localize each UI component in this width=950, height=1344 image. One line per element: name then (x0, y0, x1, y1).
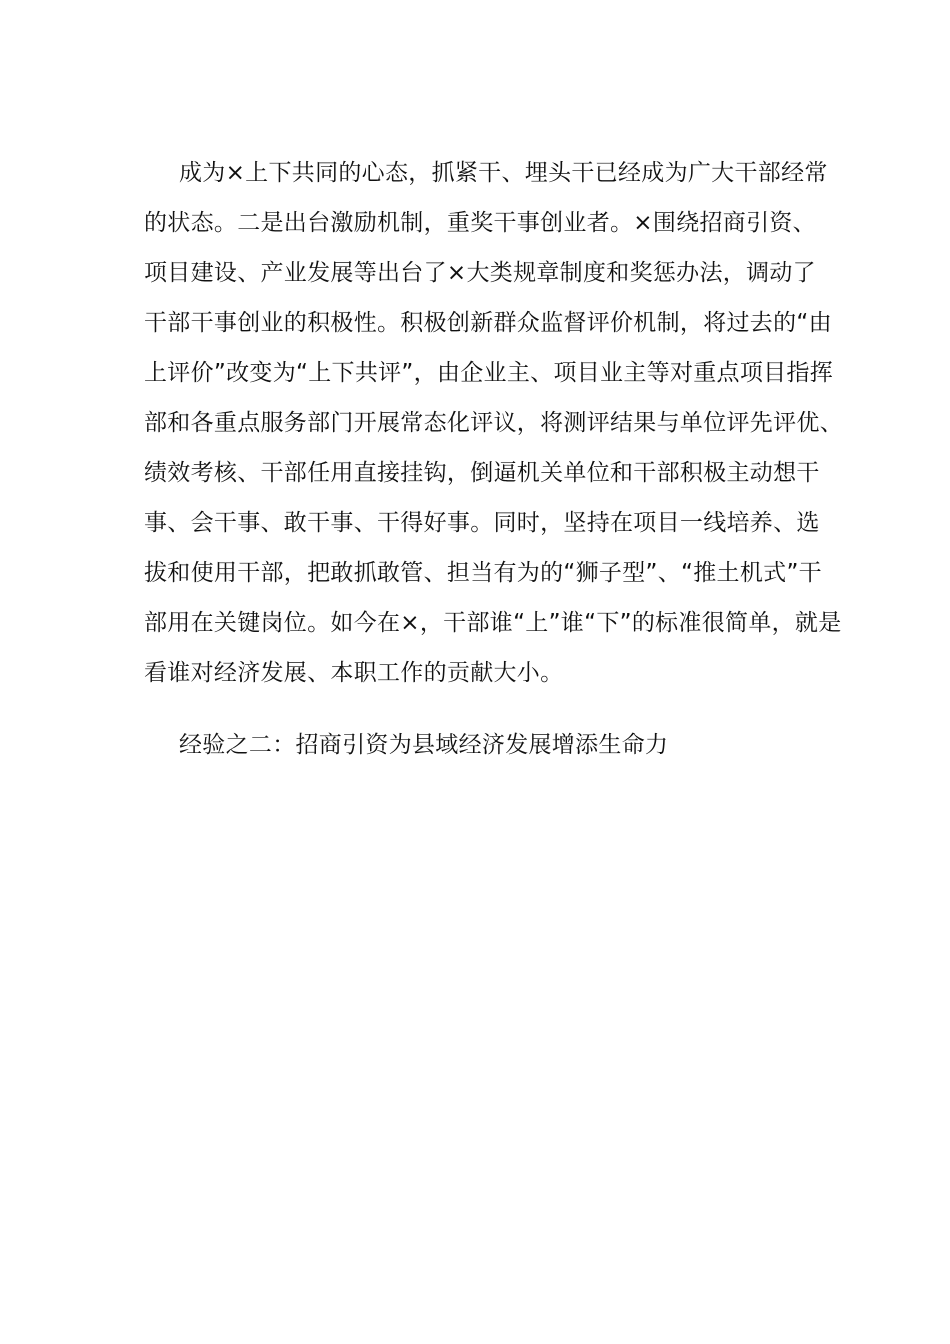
paragraph-line: 干部干事创业的积极性。积极创新群众监督评价机制，将过去的“由 (144, 310, 832, 336)
paragraph-line: 部和各重点服务部门开展常态化评议，将测评结果与单位评先评优、 (144, 410, 843, 436)
paragraph-line: 成为×上下共同的心态，抓紧干、埋头干已经成为广大干部经常 (179, 160, 828, 186)
paragraph-line: 项目建设、产业发展等出台了×大类规章制度和奖惩办法，调动了 (144, 260, 816, 286)
paragraph-line: 事、会干事、敢干事、干得好事。同时，坚持在项目一线培养、选 (144, 510, 820, 536)
paragraph-line: 的状态。二是出台激励机制，重奖干事创业者。×围绕招商引资、 (144, 210, 816, 236)
paragraph-line: 拔和使用干部，把敢抓敢管、担当有为的“狮子型”、“推土机式”干 (144, 560, 822, 586)
section-heading: 经验之二：招商引资为县域经济发展增添生命力 (179, 732, 669, 758)
paragraph-line: 看谁对经济发展、本职工作的贡献大小。 (144, 660, 564, 686)
paragraph-line: 部用在关键岗位。如今在×，干部谁“上”谁“下”的标准很简单，就是 (144, 610, 842, 636)
paragraph-line: 绩效考核、干部任用直接挂钩，倒逼机关单位和干部积极主动想干 (144, 460, 820, 486)
paragraph-line: 上评价”改变为“上下共评”，由企业主、项目业主等对重点项目指挥 (144, 360, 834, 386)
